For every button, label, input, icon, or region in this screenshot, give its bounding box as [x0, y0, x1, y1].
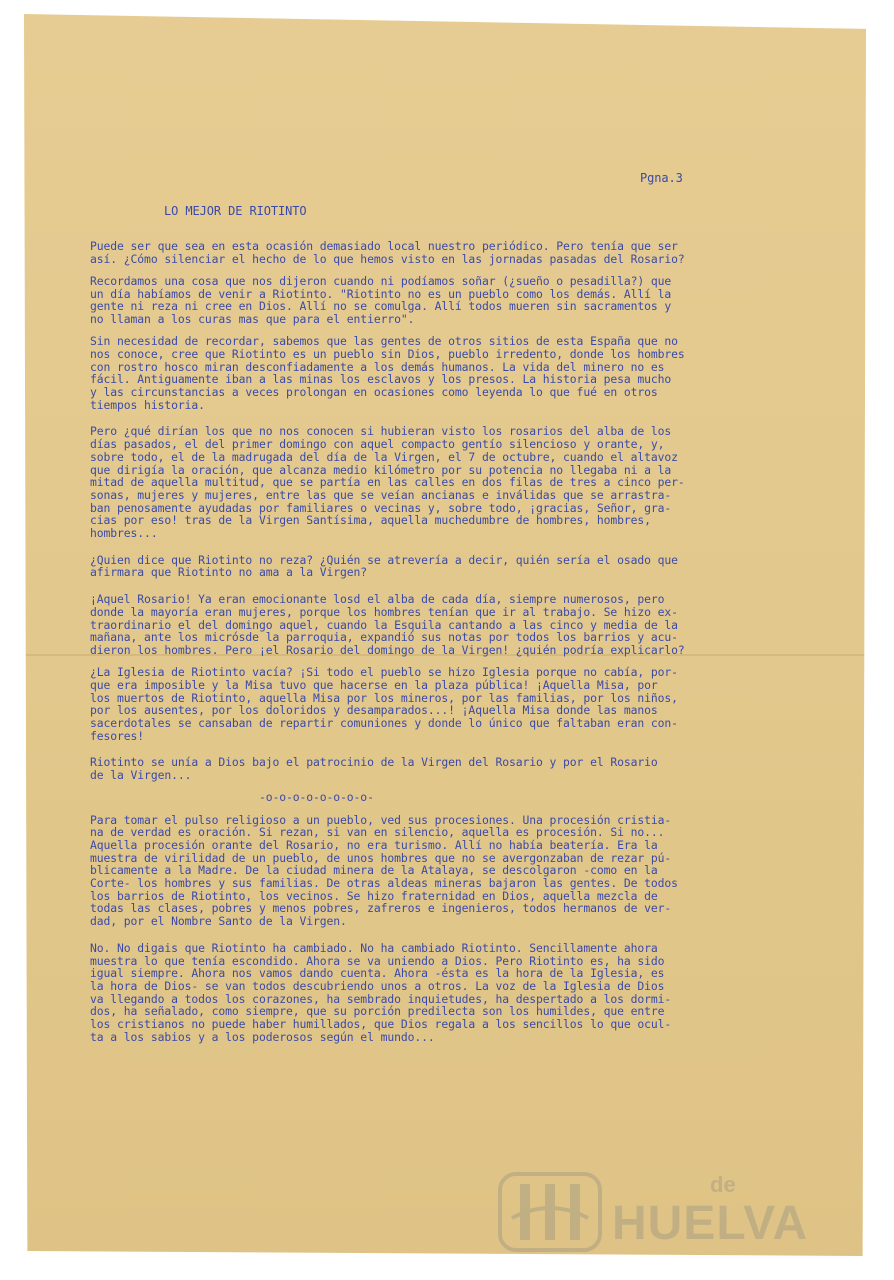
- paragraph-5: ¿Quien dice que Riotinto no reza? ¿Quién se atrevería a decir, quién sería el osado que afirmara que Riotinto no ama a la Virgen?: [90, 552, 678, 580]
- paragraph-3: Sin necesidad de recordar, sabemos que las gentes de otros sitios de esta España que no nos conoce, cree que Riotinto es un pueblo sin Dios, pueblo irredento, donde los hombres con rostro hosco miran desconfiadamente a los demás humanos. La vida del minero no es fácil. Antiguamente iban a las minas los esclavos y los presos. La historia pesa mucho y las circunstancias a veces prolongan en ocasiones como leyenda lo que fué en otros tiempos historia.: [90, 334, 685, 412]
- paragraph-9: Para tomar el pulso religioso a un pueblo, ved sus procesiones. Una procesión cristia- na de verdad es oración. Si rezan, si van en silencio, aquella es procesión. Si no... Aquella procesión orante del Rosario, no era turismo. Allí no había beatería. Era la muestra de virilidad de un pueblo, de unos hombres que no se avergonzaban de rezar pú- blicamente a la Madre. De la ciudad minera de la Atalaya, se descolgaron -como en la Corte- los hombres y sus familias. De otras aldeas mineras bajaron las gentes. De todos los barrios de Riotinto, los vecinos. Se hizo fraternidad en Dios, aquella mezcla de todas las clases, pobres y menos pobres, zafreros e ingenieros, todos hermanos de ver- dad, por el Nombre Santo de la Virgen.: [90, 812, 678, 929]
- paragraph-1: Puede ser que sea en esta ocasión demasiado local nuestro periódico. Pero tenía que ser así. ¿Cómo silenciar el hecho de lo que hemos visto en las jornadas pasadas del Rosario?: [90, 239, 685, 266]
- paragraph-6: ¡Aquel Rosario! Ya eran emocionante losd el alba de cada día, siempre numerosos, pero donde la mayoría eran mujeres, porque los hombres tenían que ir al trabajo. Se hizo ex- traordinario el del domingo aquel, cuando la Esquila cantando a las cinco y media de la mañana, ante los micrósde la parroquia, expandió sus notas por todos los barrios y acu- dieron los hombres. Pero ¡el Rosario del domingo de la Virgen! ¿quién podría explicarlo?: [90, 592, 685, 657]
- document-body: [90, 240, 820, 1053]
- section-separator: -o-o-o-o-o-o-o-o-: [90, 790, 374, 805]
- shield-icon: [498, 1172, 602, 1252]
- page-number: Pgna.3: [640, 171, 683, 185]
- paragraph-7: ¿La Iglesia de Riotinto vacía? ¡Si todo el pueblo se hizo Iglesia porque no cabía, por- que era imposible y la Misa tuvo que hacerse en la plaza pública! ¡Aquella Misa, por los muertos de Riotinto, aquella Misa por los mineros, por las familias, por los niños, por los ausentes, por los doloridos y desamparados...! ¡Aquella Misa donde las manos sacerdotales se cansaban de repartir comuniones y donde lo único que faltaban eran con- fesores!: [90, 665, 678, 743]
- document-title: LO MEJOR DE RIOTINTO: [164, 204, 307, 218]
- archive-watermark: [486, 1168, 826, 1258]
- watermark-text-top: de: [710, 1172, 736, 1197]
- paragraph-2: Recordamos una cosa que nos dijeron cuando ni podíamos soñar (¿sueño o pesadilla?) que un día habíamos de venir a Riotinto. "Riotinto no es un pueblo como los demás. Allí la gente ni reza ni cree en Dios. Allí no se comulga. Allí todos mueren sin sacramentos y no llaman a los curas mas que para el entierro".: [90, 273, 672, 327]
- paragraph-4: Pero ¿qué dirían los que no nos conocen si hubieran visto los rosarios del alba de los días pasados, el del primer domingo con aquel compacto gentío silencioso y orante, y, sobre todo, el de la madrugada del día de la Virgen, el 7 de octubre, cuando el altavoz que dirigía la oración, que alcanza medio kilómetro por su potencia no llegaba ni a la mitad de aquella multitud, que se partía en las calles en dos filas de tres a cinco per- sonas, mujeres y mujeres, entre las que se veían ancianas e inválidas que se arrastra- ban penosamente ayudadas por familiares o vecinas y, sobre todo, ¡gracias, Señor, gra- cias por eso! tras de la Virgen Santísima, aquella muchedumbre de hombres, hombres, hombres...: [90, 424, 685, 541]
- paragraph-8: Riotinto se unía a Dios bajo el patrocinio de la Virgen del Rosario y por el Rosario de la Virgen...: [90, 755, 658, 783]
- paragraph-10: No. No digais que Riotinto ha cambiado. No ha cambiado Riotinto. Sencillamente ahora muestra lo que tenía escondido. Ahora se va uniendo a Dios. Pero Riotinto es, ha sido igual siempre. Ahora nos vamos dando cuenta. Ahora -ésta es la hora de la Iglesia, es la hora de Dios- se van todos descubriendo unos a otros. La voz de la Iglesia de Dios va llegando a todos los corazones, ha sembrado inquietudes, ha despertado a los dormi- dos, ha señalado, como siempre, que su porción predilecta son los humildes, que entre los cristianos no puede haber humillados, que Dios regala a los sencillos lo que ocul- ta a los sabios y a los poderosos según el mundo...: [90, 940, 672, 1044]
- watermark-text: HUELVA: [612, 1197, 809, 1250]
